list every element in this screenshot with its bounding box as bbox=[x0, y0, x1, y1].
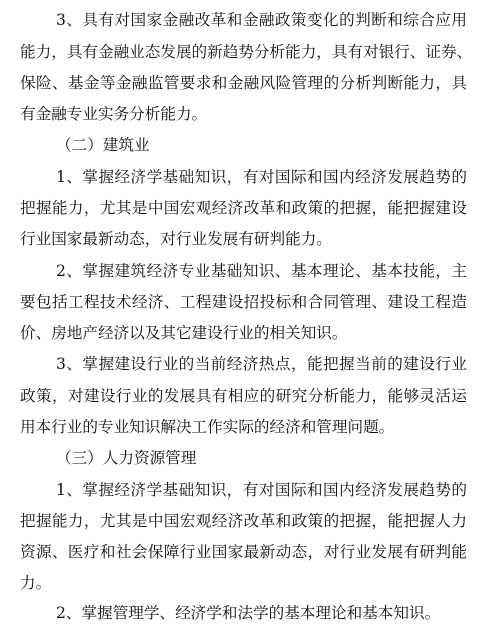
text-line: 1、掌握经济学基础知识，有对国际和国内经济发展趋势的 bbox=[56, 481, 467, 499]
text-line: 行业国家最新动态，对行业发展有研判能力。 bbox=[20, 230, 332, 248]
text-line: 把握能力，尤其是中国宏观经济改革和政策的把握，能把握人力 bbox=[20, 512, 467, 530]
text-line: 政策，对建设行业的发展具有相应的研究分析能力，能够灵活运 bbox=[20, 387, 467, 405]
text-line: 力。 bbox=[20, 574, 52, 592]
text-line: 3、掌握建设行业的当前经济热点，能把握当前的建设行业 bbox=[56, 355, 467, 373]
text-line: 资源、医疗和社会保障行业国家最新动态，对行业发展有研判能 bbox=[20, 543, 467, 561]
section-heading: （三）人力资源管理 bbox=[56, 449, 197, 467]
text-line: 有金融专业实务分析能力。 bbox=[20, 105, 208, 123]
text-line: 2、掌握建筑经济专业基础知识、基本理论、基本技能，主 bbox=[56, 262, 467, 280]
text-line: 要包括工程技术经济、工程建设招投标和合同管理、建设工程造 bbox=[20, 293, 467, 311]
text-line: 保险、基金等金融监管要求和金融风险管理的分析判断能力，具 bbox=[20, 74, 467, 92]
text-line: 1、掌握经济学基础知识，有对国际和国内经济发展趋势的 bbox=[56, 168, 467, 186]
text-line: 3、具有对国家金融改革和金融政策变化的判断和综合应用 bbox=[56, 11, 467, 29]
text-line: 价、房地产经济以及其它建设行业的相关知识。 bbox=[20, 324, 348, 342]
section-heading: （二）建筑业 bbox=[56, 136, 150, 154]
text-line: 把握能力，尤其是中国宏观经济改革和政策的把握，能把握建设 bbox=[20, 199, 467, 217]
text-line: 2、掌握管理学、经济学和法学的基本理论和基本知识。 bbox=[56, 604, 441, 622]
text-line: 能力，具有金融业态发展的新趋势分析能力，具有对银行、证券、 bbox=[20, 43, 473, 61]
text-line: 用本行业的专业知识解决工作实际的经济和管理问题。 bbox=[20, 418, 395, 436]
